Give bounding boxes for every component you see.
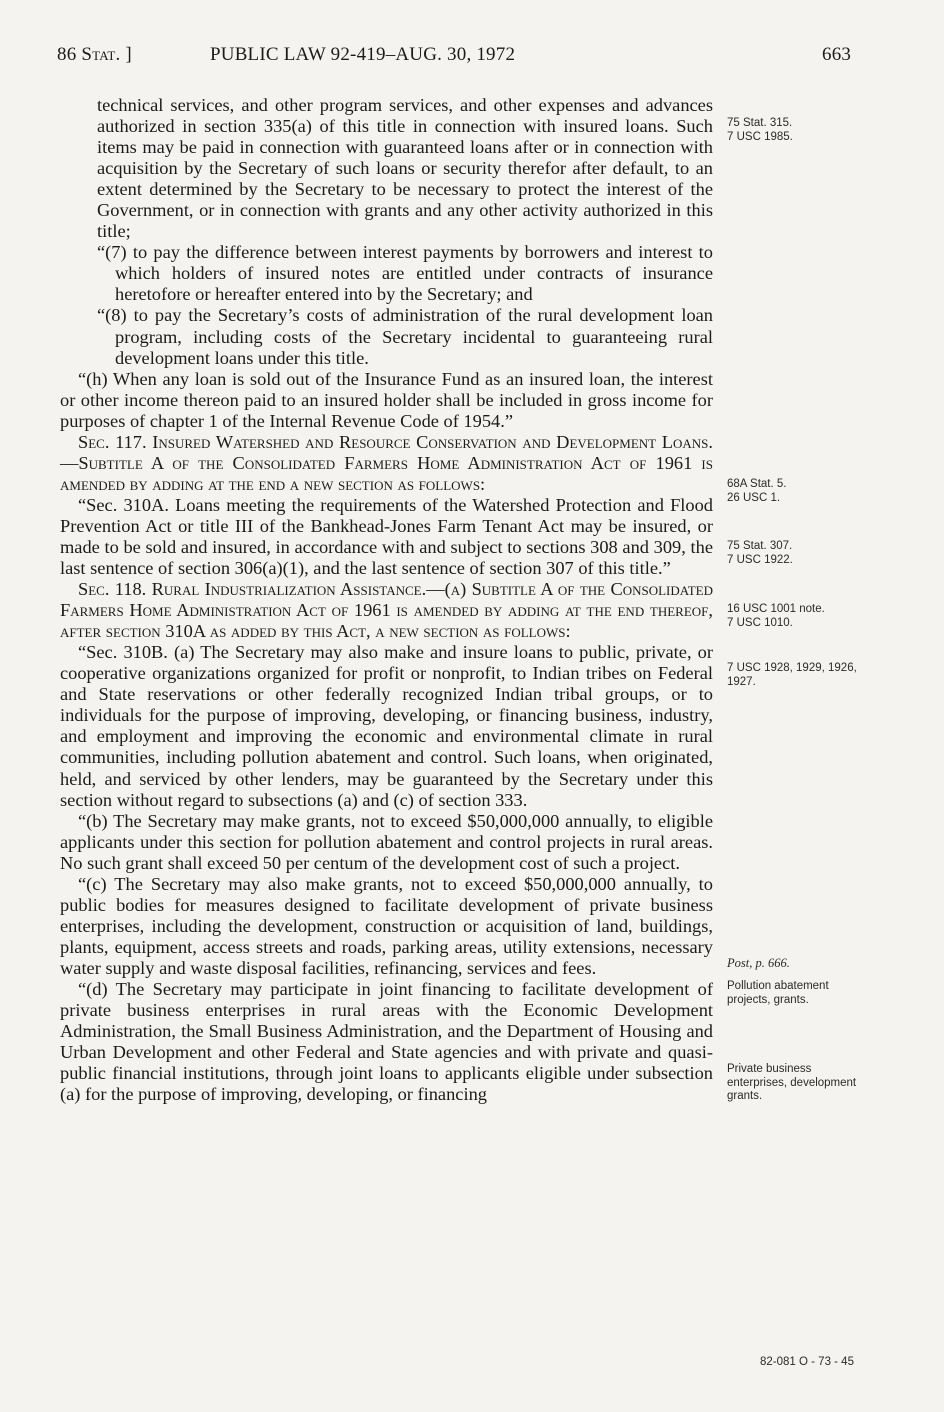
paragraph: “Sec. 310A. Loans meeting the requirements of the Watershed Protection and Flood Prevention Act or title III of the Bankhead-Jones Farm Tenant Act may be insured, or made to be sold and insured, in accordance with and subject to sections 308 and 309, the last sentence of section 306(a)(1), and the last sentence of section 307 of this title.” [60, 494, 713, 579]
margin-note: 68A Stat. 5. 26 USC 1. [727, 478, 787, 504]
paragraph: “Sec. 310B. (a) The Secretary may also make and insure loans to public, private, or cooperative organizations organized for profit or nonprofit, to Indian tribes on Federal and State reservations or other federally recognized Indian tribal groups, or to individuals for the purpose of improving, developing, or financing business, industry, and employment and improving the economic and environmental climate in rural communities, including pollution abatement and control. Such loans, when originated, held, and serviced by other lenders, may be guaranteed by the Secretary under this section without regard to subsections (a) and (c) of section 333. [60, 642, 713, 810]
margin-note: Private business enterprises, development grants. [727, 1063, 857, 1102]
paragraph: “(c) The Secretary may also make grants, not to exceed $50,000,000 annually, to public bodies for measures designed to facilitate development of private business enterprises, including the development, construction or acquisition of land, buildings, plants, equipment, access streets and roads, parking areas, utility extensions, necessary water supply and waste disposal facilities, refinancing, services and fees. [60, 873, 713, 978]
paragraph: “(h) When any loan is sold out of the Insurance Fund as an insured loan, the interest or other income thereon paid to an insured holder shall be included in gross income for purposes of chapter 1 of the Internal Revenue Code of 1954.” [60, 368, 713, 431]
margin-note: 16 USC 1001 note. 7 USC 1010. [727, 603, 825, 629]
header-title: PUBLIC LAW 92-419–AUG. 30, 1972 [210, 44, 516, 65]
page-number: 663 [822, 44, 852, 65]
body-text [60, 95, 713, 1105]
margin-note: 75 Stat. 307. 7 USC 1922. [727, 540, 793, 566]
margin-note: 7 USC 1928, 1929, 1926, 1927. [727, 662, 857, 688]
margin-note: Post, p. 666. [727, 956, 790, 970]
paragraph: “(d) The Secretary may participate in joint financing to facilitate development of private business enterprises in rural areas with the Economic Development Administration, the Small Business Administration, and the Department of Housing and Urban Development and other Federal and State agencies and with private and quasi-public financial institutions, through joint loans to applicants eligible under subsection (a) for the purpose of improving, developing, or financing [60, 978, 713, 1105]
paragraph: “(7) to pay the difference between interest payments by borrowers and interest to which holders of insured notes are entitled under contracts of insurance heretofore or hereafter entered into by the Secretary; and [97, 242, 713, 305]
paragraph: “(8) to pay the Secretary’s costs of administration of the rural development loan program, including costs of the Secretary incidental to guaranteeing rural development loans under this title. [97, 305, 713, 368]
footer-code: 82-081 O - 73 - 45 [760, 1356, 854, 1368]
section-117: Sec. 117. Insured Watershed and Resource Conservation and Development Loans.—Subtitle A of the Consolidated Farmers Home Administration Act of 1961 is amended by adding at the end a new section as follows: [60, 431, 713, 494]
margin-note: Pollution abatement projects, grants. [727, 980, 829, 1006]
section-118: Sec. 118. Rural Industrialization Assistance.—(a) Subtitle A of the Consolidated Farmers Home Administration Act of 1961 is amended by adding at the end thereof, after section 310A as added by this Act, a new section as follows: [60, 579, 713, 642]
paragraph: technical services, and other program services, and other expenses and advances authorized in section 335(a) of this title in connection with insured loans. Such items may be paid in connection with guaranteed loans after or in connection with acquisition by the Secretary of such loans or security therefor after default, to an extent determined by the Secretary to be necessary to protect the interest of the Government, or in connection with grants and any other activity authorized in this title; [97, 95, 713, 242]
header-stat-reference: 86 Stat. ] [57, 44, 132, 65]
margin-note: 75 Stat. 315. 7 USC 1985. [727, 117, 793, 143]
paragraph: “(b) The Secretary may make grants, not to exceed $50,000,000 annually, to eligible applicants under this section for pollution abatement and control projects in rural areas. No such grant shall exceed 50 per centum of the development cost of such a project. [60, 810, 713, 873]
